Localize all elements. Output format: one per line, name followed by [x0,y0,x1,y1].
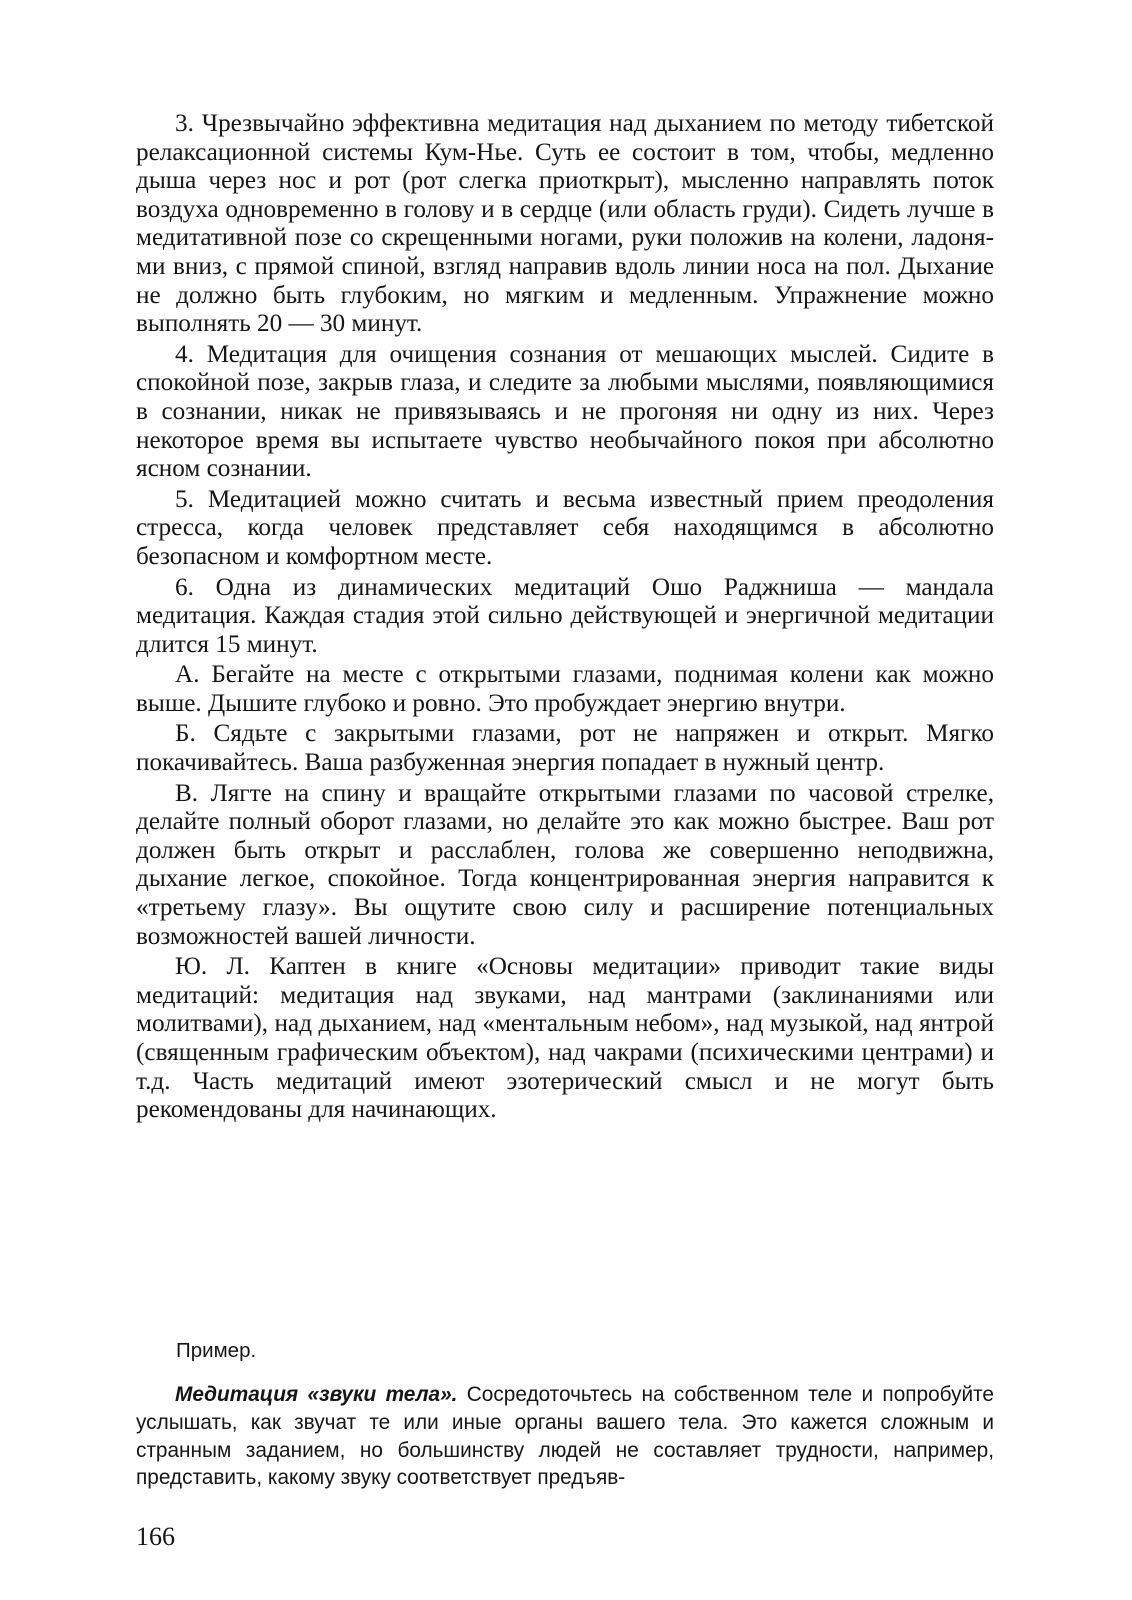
paragraph-4-mind-clearing: 4. Медитация для очищения сознания от мешающих мыслей. Сидите в спокойной позе, закрыв глаза, и следите за любыми мыслями, появляющимися в сознании, никак не привязываясь и не прогоняя ни одну из них. Через некоторое время вы испытаете чувство необычайного покоя при абсолютно ясном сознании. [136,340,994,483]
main-text [136,110,994,1127]
example-text [136,1381,994,1492]
paragraph-stage-b: Б. Сядьте с закрытыми глазами, рот не напряжен и открыт. Мягко покачивайтесь. Ваша разбуженная энергия попадает в нужный центр. [136,720,994,777]
example-label: Пример. [176,1339,257,1362]
paragraph-kapten-types: Ю. Л. Каптен в книге «Основы медитации» приводит такие виды медитаций: медитация над звуками, над мантрами (заклинаниями или молитвами), над дыханием, над «ментальным небом», над музыкой, над янтрой (священным графическим объектом), над чакрами (психическими центрами) и т.д. Часть медитаций имеют эзотерический смысл и не могут быть рекомендованы для начинающих. [136,953,994,1124]
paragraph-stage-v: В. Лягте на спину и вращайте открытыми глазами по часовой стрелке, делайте полный оборот глазами, но делайте это как можно быстрее. Ваш рот должен быть открыт и расслаблен, голова же совершенно неподвижна, дыхание легкое, спокойное. Тогда концентрированная энергия направится к «третьему глазу». Вы ощутите свою силу и расширение потенциальных возможностей вашей личности. [136,779,994,950]
paragraph-3-tibetan-breathing: 3. Чрезвычайно эффективна медитация над дыханием по методу тибетской релаксационной системы Кум-Нье. Суть ее состоит в том, чтобы, медленно дыша через нос и рот (рот слегка приоткрыт), мысленно направлять поток воздуха одновременно в голову и в сердце (или область груди). Сидеть лучше в медитативной позе со скрещенными ногами, руки положив на колени, ладонями вниз, с прямой спиной, взгляд направив вдоль линии носа на пол. Дыхание не должно быть глубоким, но мягким и медленным. Упражнение можно выполнять 20 — 30 минут. [136,110,994,338]
paragraph-6-mandala-meditation: 6. Одна из динамических медитаций Ошо Раджниша — мандала медитация. Каждая стадия этой сильно действующей и энергичной медитации длится 15 минут. [136,573,994,658]
paragraph-5-safe-place: 5. Медитацией можно считать и весьма известный прием преодоления стресса, когда человек представляет себя находящимся в абсолютно безопасном и комфортном месте. [136,485,994,570]
example-title: Медитация «звуки тела». [175,1383,458,1406]
paragraph-stage-a: А. Бегайте на месте с открытыми глазами, поднимая колени как можно выше. Дышите глубоко и ровно. Это пробуждает энергию внутри. [136,661,994,717]
example-body: Сосредоточьтесь на собственном теле и попробуйте услышать, как звучат те или иные органы вашего тела. Это кажется сложным и странным заданием, но большинству людей не составляет трудности, например, представить, какому звуку соответствует предъяв- [136,1383,994,1490]
page-number: 166 [136,1522,175,1551]
